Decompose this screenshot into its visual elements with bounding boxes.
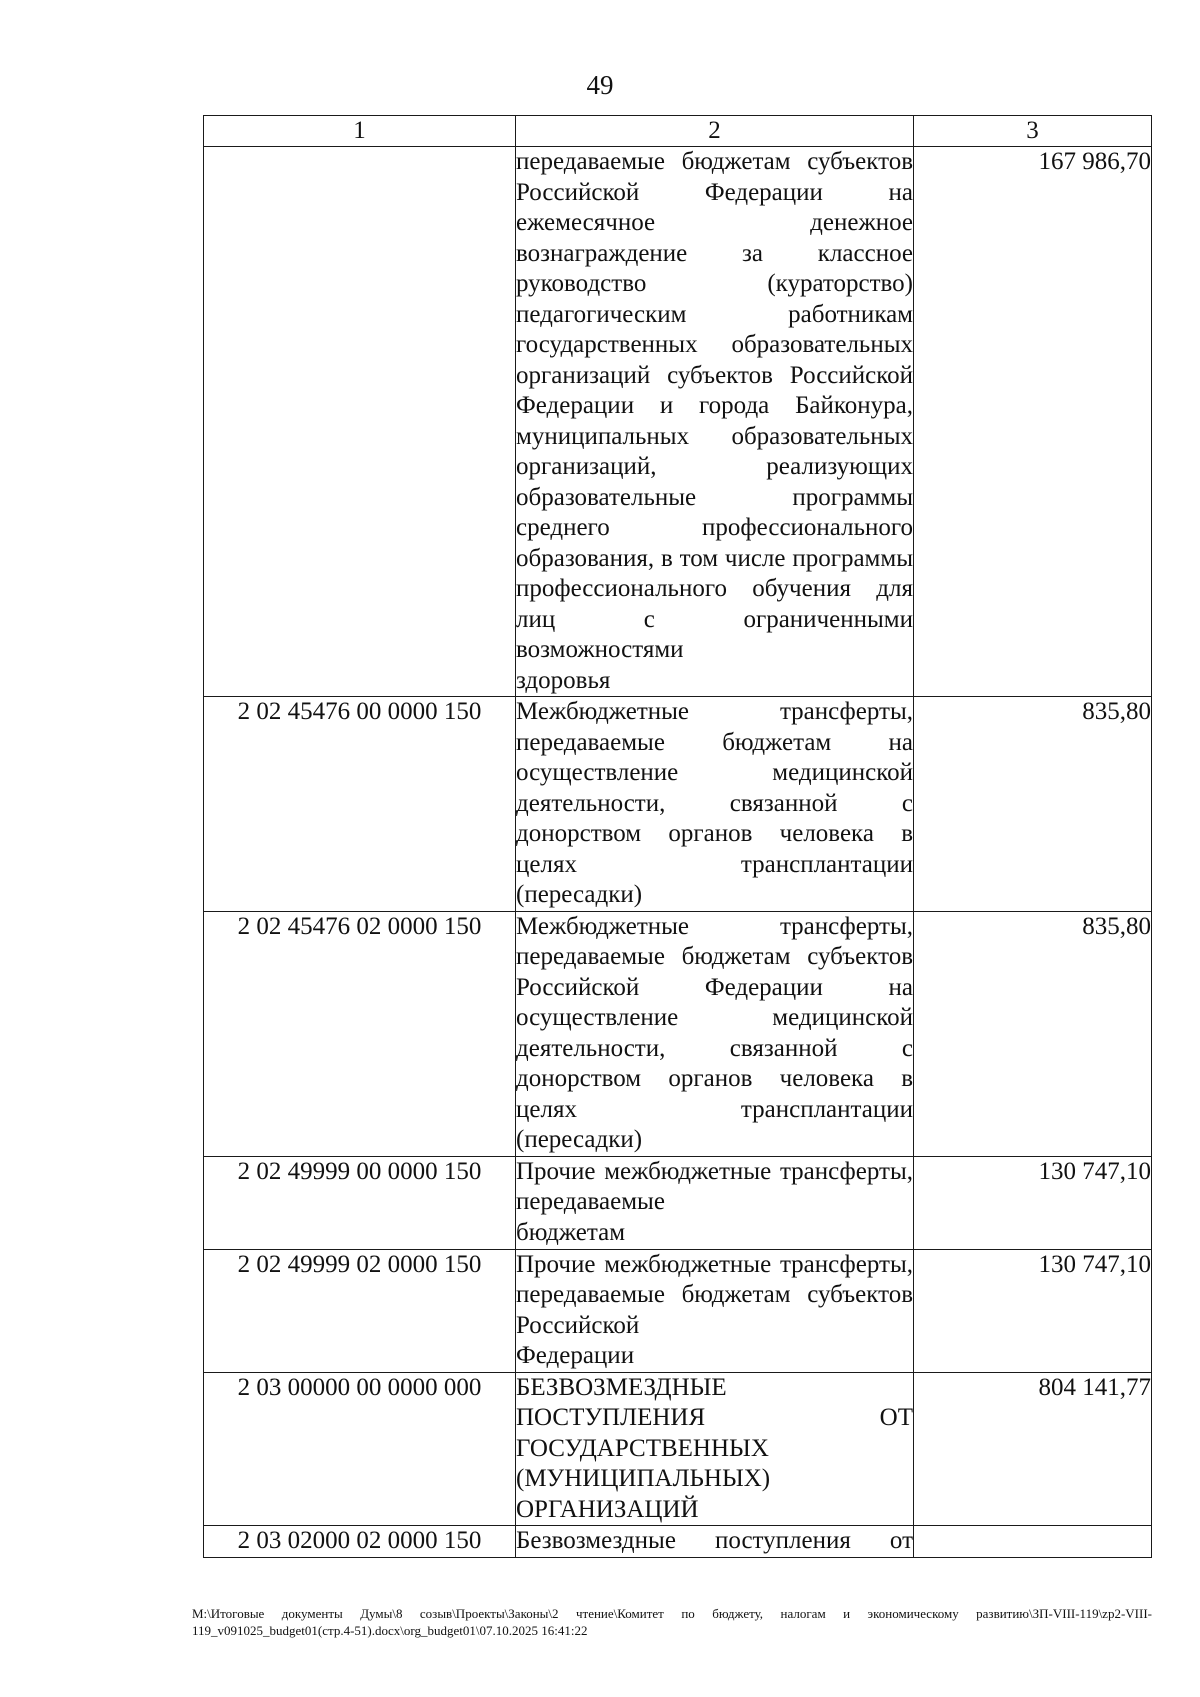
row-description-text: Межбюджетные трансферты, передаваемые бюджетам субъектов Российской Федерации на осуществление медицинской деятельности, связанной с донорством органов человека в целях трансплантации: [516, 912, 913, 1123]
row-code: 2 03 00000 00 0000 000: [204, 1372, 516, 1526]
column-header-2: 2: [516, 116, 914, 147]
column-header-3: 3: [914, 116, 1152, 147]
table-row: [204, 1249, 1152, 1372]
row-description-text: Прочие межбюджетные трансферты, передаваемые: [516, 1157, 913, 1215]
row-amount: 130 747,10: [914, 1249, 1152, 1372]
row-description: [516, 911, 914, 1156]
table-row: [204, 1526, 1152, 1558]
row-code: 2 03 02000 02 0000 150: [204, 1526, 516, 1558]
row-description-text: Безвозмездные поступления от: [516, 1527, 913, 1554]
budget-table: [203, 115, 1152, 1558]
row-code: 2 02 45476 00 0000 150: [204, 697, 516, 912]
row-amount: 804 141,77: [914, 1372, 1152, 1526]
row-description: [516, 1526, 914, 1558]
row-description-text: БЕЗВОЗМЕЗДНЫЕ ПОСТУПЛЕНИЯ ОТ: [516, 1373, 913, 1431]
row-description: [516, 1372, 914, 1526]
row-description-text: Прочие межбюджетные трансферты, передаваемые бюджетам субъектов Российской: [516, 1250, 913, 1339]
row-code: [204, 147, 516, 697]
document-path-footer: M:\Итоговые документы Думы\8 созыв\Проекты\Законы\2 чтение\Комитет по бюджету, налогам и экономическому развитию\ЗП-VIII-119\zp2-VIII-119_v091025_budget01(стр.4-51).docx\org_budget01\07.10.2025 16:41:22: [192, 1606, 1152, 1638]
row-amount: 130 747,10: [914, 1156, 1152, 1249]
column-header-1: 1: [204, 116, 516, 147]
row-description-text: передаваемые бюджетам субъектов Российской Федерации на ежемесячное денежное вознаграждение за классное руководство (кураторство) педагогическим работникам государственных образовательных организаций субъектов Российской Федерации и города Байконура, муниципальных образовательных организаций, реализующих образовательные программы среднего профессионального образования, в том числе программы профессионального обучения для лиц с ограниченными возможностями: [516, 148, 913, 663]
table-row: [204, 1156, 1152, 1249]
row-description-last-line: здоровья: [516, 666, 611, 694]
table-row: [204, 1372, 1152, 1526]
row-description-text: Межбюджетные трансферты, передаваемые бюджетам на осуществление медицинской деятельности, связанной с донорством органов человека в целях трансплантации: [516, 698, 913, 878]
page-number: 49: [586, 70, 614, 100]
row-amount: 167 986,70: [914, 147, 1152, 697]
table-row: [204, 147, 1152, 697]
row-description-last-line: бюджетам: [516, 1218, 626, 1246]
table-row: [204, 911, 1152, 1156]
table-header-row: [204, 116, 1152, 147]
row-code: 2 02 45476 02 0000 150: [204, 911, 516, 1156]
row-description: [516, 697, 914, 912]
row-amount: 835,80: [914, 697, 1152, 912]
row-description: [516, 1249, 914, 1372]
row-description-last-line: (пересадки): [516, 1126, 643, 1153]
row-amount: 835,80: [914, 911, 1152, 1156]
row-description-last-line: Федерации: [516, 1342, 635, 1369]
table-row: [204, 697, 1152, 912]
row-description: [516, 147, 914, 697]
row-amount: [914, 1526, 1152, 1558]
row-code: 2 02 49999 00 0000 150: [204, 1156, 516, 1249]
row-description: [516, 1156, 914, 1249]
row-description-last-line: (пересадки): [516, 881, 643, 908]
row-code: 2 02 49999 02 0000 150: [204, 1249, 516, 1372]
row-description-last-line: ГОСУДАРСТВЕННЫХ (МУНИЦИПАЛЬНЫХ) ОРГАНИЗАЦИЙ: [516, 1434, 771, 1523]
